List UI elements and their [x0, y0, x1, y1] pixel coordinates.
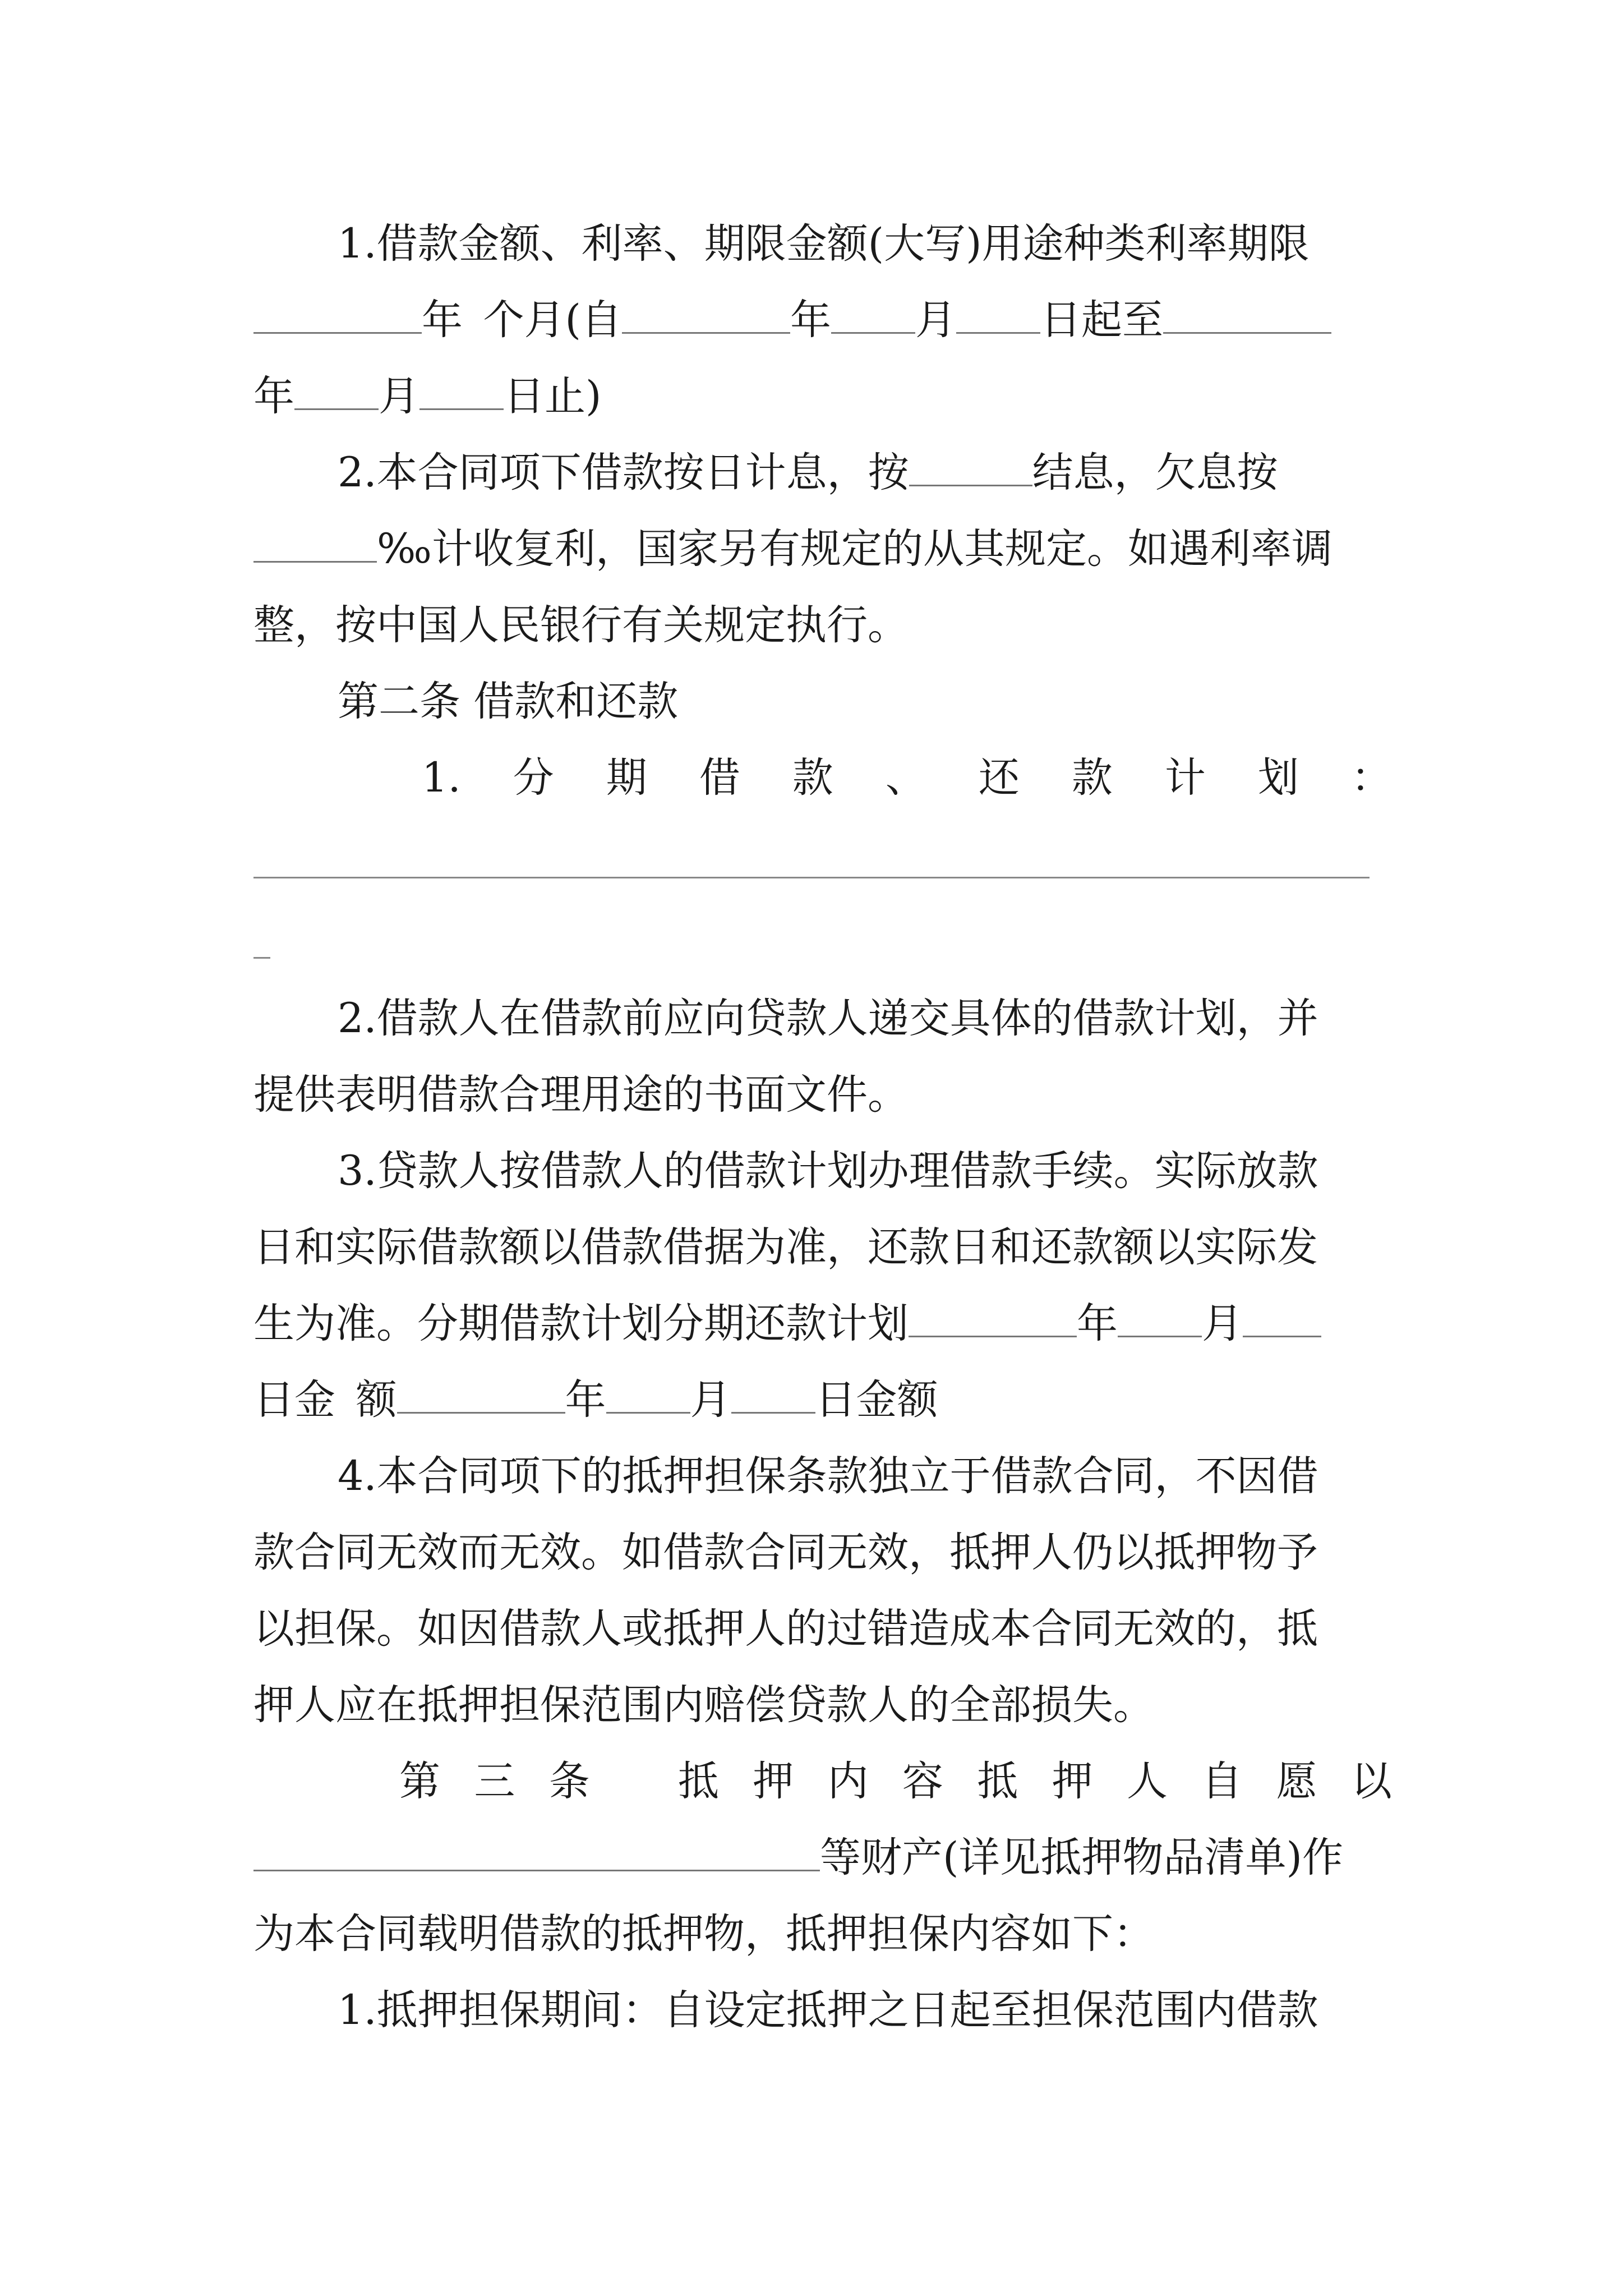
fill-blank — [419, 370, 504, 410]
text-line — [253, 1515, 1392, 1591]
text: 月 — [1202, 1300, 1243, 1347]
text: 1.借款金额、利率、期限金额(大写)用途种类利率期限 — [338, 220, 1310, 268]
text: 年 — [1077, 1300, 1118, 1347]
fill-blank — [397, 1373, 565, 1414]
char: 1. — [422, 754, 461, 802]
text-line — [253, 206, 1392, 282]
text-line — [253, 358, 1392, 435]
text: 年 — [253, 372, 294, 420]
text-line — [253, 1591, 1392, 1667]
fill-blank — [622, 293, 790, 334]
text: 以担保。如因借款人或抵押人的过错造成本合同无效的，抵 — [253, 1605, 1318, 1653]
char: 以 — [1350, 1757, 1392, 1805]
text-line — [253, 1438, 1392, 1515]
fill-blank — [1163, 293, 1331, 334]
fill-blank — [909, 1297, 1077, 1337]
char: 分 — [513, 754, 554, 802]
fill-blank — [1118, 1297, 1202, 1337]
fill-blank — [253, 522, 377, 563]
text: 等财产(详见抵押物品清单)作 — [820, 1834, 1343, 1881]
text: 款合同无效而无效。如借款合同无效，抵押人仍以抵押物予 — [253, 1529, 1318, 1576]
text: 额 — [356, 1376, 397, 1424]
text-line — [253, 1286, 1392, 1362]
text-line — [253, 1972, 1392, 2049]
text: 年 — [790, 296, 831, 344]
fill-blank — [831, 293, 915, 334]
char: 、 — [885, 754, 926, 802]
text: 年 — [565, 1376, 606, 1424]
text-line — [253, 587, 1392, 664]
text-line — [253, 1209, 1392, 1286]
text: 整，按中国人民银行有关规定执行。 — [253, 601, 909, 649]
fill-rule — [253, 877, 1370, 878]
text: 日和实际借款额以借款借据为准，还款日和还款额以实际发 — [253, 1223, 1318, 1271]
text-line — [253, 1896, 1392, 1972]
fill-blank — [294, 370, 379, 410]
fill-blank — [253, 293, 422, 334]
char: 自 — [1201, 1757, 1243, 1805]
char: 抵 — [677, 1757, 719, 1805]
text-line — [253, 1362, 1392, 1438]
text: 第二条 借款和还款 — [338, 678, 679, 725]
char: ： — [1350, 754, 1392, 802]
text: 2.本合同项下借款按日计息，按 — [338, 449, 909, 496]
text: 个月(自 — [483, 296, 622, 344]
text: 月 — [690, 1376, 731, 1424]
fill-blank — [956, 293, 1040, 334]
char: 款 — [1071, 754, 1113, 802]
text: ‰计收复利，国家另有规定的从其规定。如遇利率调 — [377, 525, 1332, 573]
char: 内 — [827, 1757, 869, 1805]
text: 1.抵押担保期间：自设定抵押之日起至担保范围内借款 — [338, 1986, 1318, 2034]
char: 容 — [902, 1757, 943, 1805]
text: 押人应在抵押担保范围内赔偿贷款人的全部损失。 — [253, 1681, 1154, 1729]
justified-line — [253, 1743, 1392, 1820]
section-heading — [253, 664, 1392, 740]
char: 三 — [474, 1757, 515, 1805]
fill-rule — [253, 957, 270, 959]
text-line — [253, 1057, 1392, 1133]
text: 月 — [915, 296, 956, 344]
text: 提供表明借款合理用途的书面文件。 — [253, 1071, 909, 1119]
text: 日止) — [504, 372, 602, 420]
text-line — [253, 1667, 1392, 1743]
text: 生为准。分期借款计划分期还款计划 — [253, 1300, 909, 1347]
char: 划 — [1257, 754, 1299, 802]
char: 期 — [606, 754, 647, 802]
char: 计 — [1164, 754, 1206, 802]
char: 押 — [1052, 1757, 1093, 1805]
text: 4.本合同项下的抵押担保条款独立于借款合同，不因借 — [338, 1452, 1318, 1500]
char: 还 — [978, 754, 1020, 802]
text: 日金 — [253, 1376, 335, 1424]
char: 借 — [699, 754, 740, 802]
text-line — [253, 981, 1392, 1057]
text: 年 — [422, 296, 463, 344]
text-line — [253, 511, 1392, 587]
char: 押 — [753, 1757, 794, 1805]
text-line — [253, 282, 1392, 358]
text: 3.贷款人按借款人的借款计划办理借款手续。实际放款 — [338, 1147, 1318, 1195]
char: 愿 — [1276, 1757, 1317, 1805]
text: 结息，欠息按 — [1032, 449, 1278, 496]
text: 2.借款人在借款前应向贷款人递交具体的借款计划，并 — [338, 995, 1318, 1042]
text: 日金额 — [815, 1376, 938, 1424]
char: 款 — [792, 754, 833, 802]
char: 人 — [1126, 1757, 1168, 1805]
char: 抵 — [977, 1757, 1018, 1805]
char: 第 — [399, 1757, 440, 1805]
fill-blank — [909, 446, 1032, 486]
text-line — [253, 1820, 1392, 1896]
fill-blank — [253, 1831, 820, 1871]
fill-blank — [731, 1373, 815, 1414]
justified-line — [253, 740, 1392, 816]
text: 日起至 — [1040, 296, 1163, 344]
text: 为本合同载明借款的抵押物，抵押担保内容如下： — [253, 1910, 1154, 1958]
text: 月 — [379, 372, 419, 420]
char: 条 — [548, 1757, 590, 1805]
text-line — [253, 435, 1392, 511]
fill-blank — [606, 1373, 690, 1414]
text-line — [253, 1133, 1392, 1209]
fill-blank — [1243, 1297, 1321, 1337]
